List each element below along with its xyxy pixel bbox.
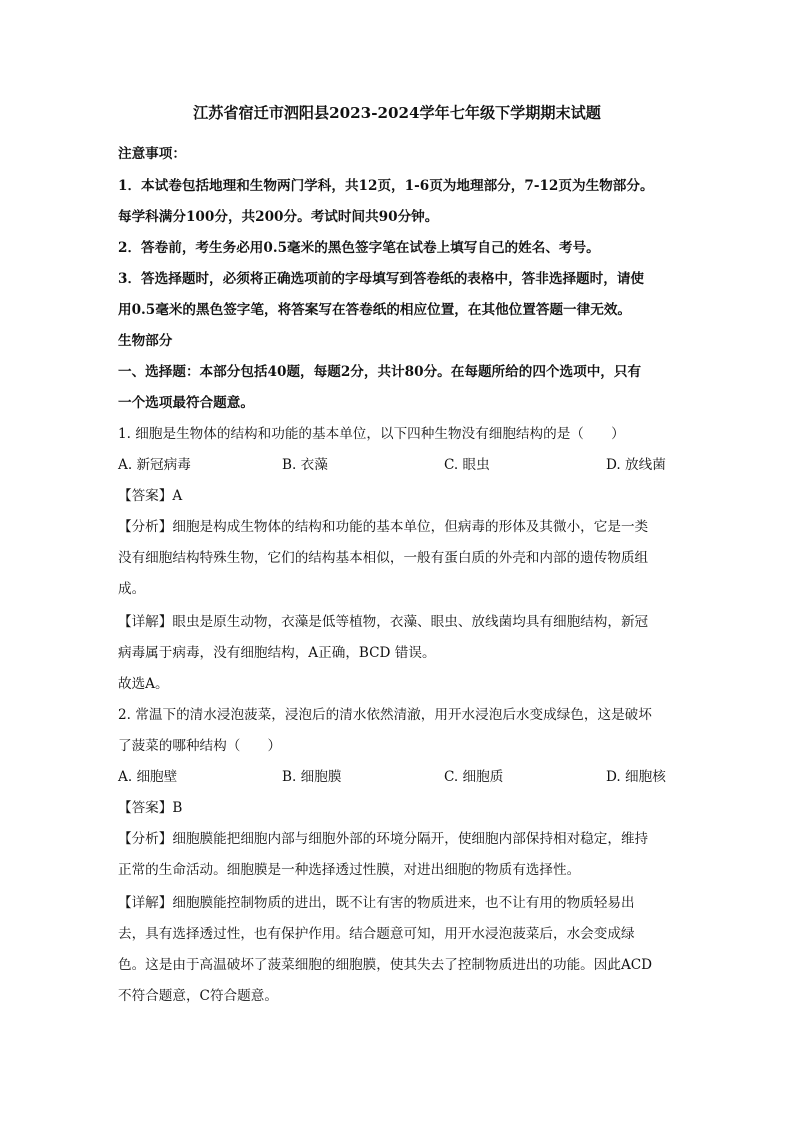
q1-detail-b: 病毒属于病毒，没有细胞结构，A正确，BCD 错误。 — [118, 645, 436, 661]
q1-option-c: C. 眼虫 — [444, 457, 490, 473]
q1-option-d: D. 放线菌 — [606, 457, 666, 473]
q2-analysis-a: 【分析】细胞膜能把细胞内部与细胞外部的环境分隔开，使细胞内部保持相对稳定，维持 — [118, 831, 649, 847]
q2-option-d: D. 细胞核 — [606, 769, 666, 785]
q1-detail-a: 【详解】眼虫是原生动物，衣藻是低等植物，衣藻、眼虫、放线菌均具有细胞结构，新冠 — [118, 614, 649, 630]
q2-detail-c: 色。这是由于高温破坏了菠菜细胞的细胞膜，使其失去了控制物质进出的功能。因此ACD — [118, 957, 653, 973]
notice-line-3b: 用0.5毫米的黑色签字笔，将答案写在答卷纸的相应位置，在其他位置答题一律无效。 — [118, 302, 632, 318]
section-intro-b: 一个选项最符合题意。 — [118, 395, 254, 411]
q2-option-b: B. 细胞膜 — [282, 769, 342, 785]
q1-stem: 1. 细胞是生物体的结构和功能的基本单位，以下四种生物没有细胞结构的是（ ） — [118, 426, 625, 442]
notice-line-3a: 3．答选择题时，必须将正确选项前的字母填写到答卷纸的表格中，答非选择题时，请使 — [118, 271, 645, 287]
notice-heading: 注意事项： — [118, 146, 186, 162]
q1-analysis-b: 没有细胞结构特殊生物，它们的结构基本相似，一般有蛋白质的外壳和内部的遗传物质组 — [118, 550, 649, 566]
q1-answer: 【答案】A — [118, 488, 183, 504]
q2-option-a: A. 细胞壁 — [118, 769, 178, 785]
q1-conclusion: 故选A。 — [118, 676, 169, 692]
q2-stem-a: 2. 常温下的清水浸泡菠菜，浸泡后的清水依然清澈，用开水浸泡后水变成绿色，这是破坏 — [118, 707, 652, 723]
q2-detail-d: 不符合题意，C符合题意。 — [118, 988, 278, 1004]
q1-option-a: A. 新冠病毒 — [118, 457, 191, 473]
q2-stem-b: 了菠菜的哪种结构（ ） — [118, 738, 282, 754]
q1-analysis-a: 【分析】细胞是构成生物体的结构和功能的基本单位，但病毒的形体及其微小，它是一类 — [118, 519, 649, 535]
q1-analysis-c: 成。 — [118, 581, 146, 597]
page-title: 江苏省宿迁市泗阳县2023-2024学年七年级下学期期末试题 — [193, 104, 601, 122]
q2-detail-b: 去，具有选择透过性，也有保护作用。结合题意可知，用开水浸泡菠菜后，水会变成绿 — [118, 926, 635, 942]
q2-detail-a: 【详解】细胞膜能控制物质的进出，既不让有害的物质进来，也不让有用的物质轻易出 — [118, 895, 635, 911]
notice-line-2: 2．答卷前，考生务必用0.5毫米的黑色签字笔在试卷上填写自己的姓名、考号。 — [118, 240, 600, 256]
q2-analysis-b: 正常的生命活动。细胞膜是一种选择透过性膜，对进出细胞的物质有选择性。 — [118, 862, 581, 878]
section-intro-a: 一、选择题：本部分包括40题，每题2分，共计80分。在每题所给的四个选项中，只有 — [118, 364, 642, 380]
notice-line-1b: 每学科满分100分，共200分。考试时间共90分钟。 — [118, 209, 439, 225]
section-part-label: 生物部分 — [118, 333, 173, 349]
notice-line-1a: 1．本试卷包括地理和生物两门学科，共12页，1-6页为地理部分，7-12页为生物部分。 — [118, 178, 654, 194]
q1-option-b: B. 衣藻 — [282, 457, 328, 473]
q2-option-c: C. 细胞质 — [444, 769, 504, 785]
q2-answer: 【答案】B — [118, 800, 183, 816]
